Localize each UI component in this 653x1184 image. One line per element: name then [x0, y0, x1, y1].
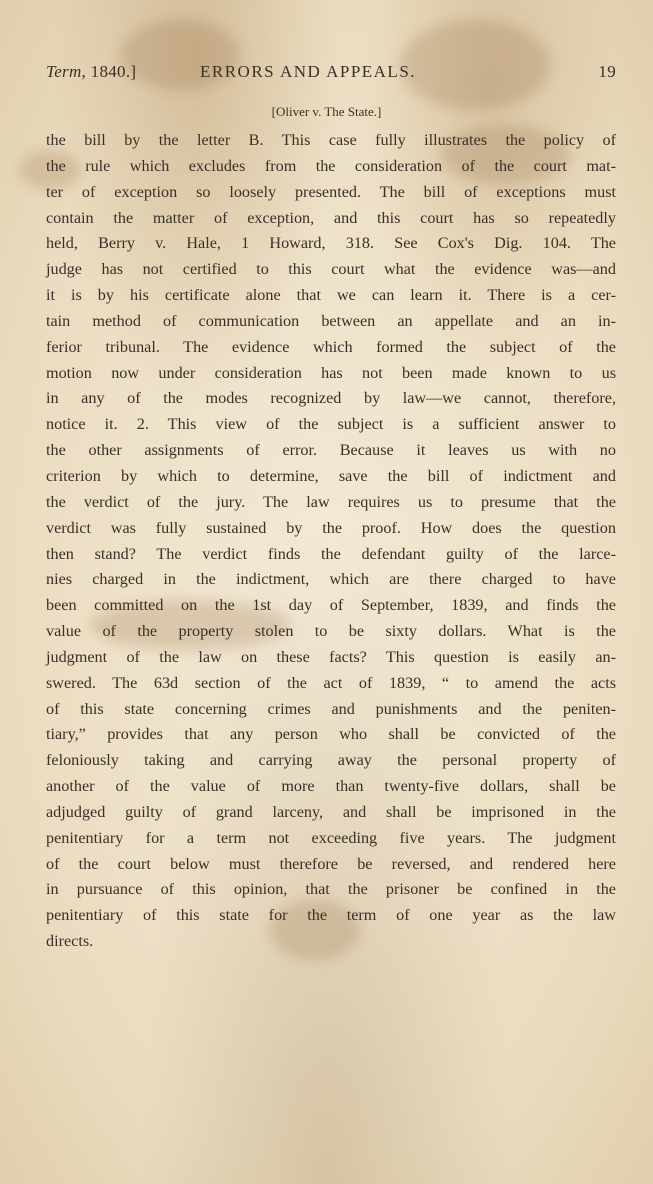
text-line: notice it. 2. This view of the subject is a sufficient answer to	[46, 415, 616, 434]
text-line: nies charged in the indictment, which are there charged to have	[46, 570, 616, 589]
text-line: directs.	[46, 932, 94, 951]
running-header	[46, 62, 616, 88]
text-line: in any of the modes recognized by law—we cannot, therefore,	[46, 389, 616, 408]
text-line: criterion by which to determine, save the bill of indictment and	[46, 466, 616, 485]
text-line: been committed on the 1st day of September, 1839, and finds the	[46, 596, 616, 615]
text-line: ter of exception so loosely presented. The bill of exceptions must	[46, 182, 616, 201]
text-line: feloniously taking and carrying away the personal property of	[46, 751, 616, 770]
text-line: the verdict of the jury. The law requires us to presume that the	[46, 492, 616, 511]
text-line: another of the value of more than twenty-five dollars, shall be	[46, 777, 616, 796]
text-line: the rule which excludes from the consideration of the court mat-	[46, 156, 616, 175]
text-line: held, Berry v. Hale, 1 Howard, 318. See Cox's Dig. 104. The	[46, 234, 616, 253]
text-line: adjudged guilty of grand larceny, and shall be imprisoned in the	[46, 802, 616, 821]
text-line: of this state concerning crimes and punishments and the peniten-	[46, 699, 616, 718]
header-year: 1840.]	[90, 62, 137, 81]
text-line: judge has not certified to this court what the evidence was—and	[46, 260, 616, 279]
header-title: ERRORS AND APPEALS.	[200, 62, 417, 81]
header-term	[46, 62, 136, 82]
text-line: of the court below must therefore be reversed, and rendered here	[46, 854, 616, 873]
opinion-text	[46, 128, 616, 955]
text-line: penitentiary for a term not exceeding five years. The judgment	[46, 828, 616, 847]
text-line: swered. The 63d section of the act of 1839, “ to amend the acts	[46, 673, 616, 692]
case-caption: [Oliver v. The State.]	[271, 104, 382, 119]
text-line: penitentiary of this state for the term of one year as the law	[46, 906, 616, 925]
term-label: Term,	[46, 62, 87, 81]
text-line: the other assignments of error. Because it leaves us with no	[46, 441, 616, 460]
text-line: the bill by the letter B. This case fully illustrates the policy of	[46, 131, 616, 149]
text-line: tiary,” provides that any person who shall be convicted of the	[46, 725, 616, 744]
text-line: verdict was fully sustained by the proof. How does the question	[46, 518, 616, 537]
text-line: value of the property stolen to be sixty dollars. What is the	[46, 622, 616, 641]
text-line: then stand? The verdict finds the defendant guilty of the larce-	[46, 544, 616, 563]
text-line: judgment of the law on these facts? This question is easily an-	[46, 647, 616, 666]
text-line: tain method of communication between an appellate and an in-	[46, 311, 616, 330]
text-line: ferior tribunal. The evidence which formed the subject of the	[46, 337, 616, 356]
text-line: it is by his certificate alone that we can learn it. There is a cer-	[46, 286, 616, 305]
text-line: contain the matter of exception, and this court has so repeatedly	[46, 208, 616, 227]
page-number: 19	[598, 62, 616, 81]
text-line: motion now under consideration has not been made known to us	[46, 363, 616, 382]
text-line: in pursuance of this opinion, that the prisoner be confined in the	[46, 880, 616, 899]
